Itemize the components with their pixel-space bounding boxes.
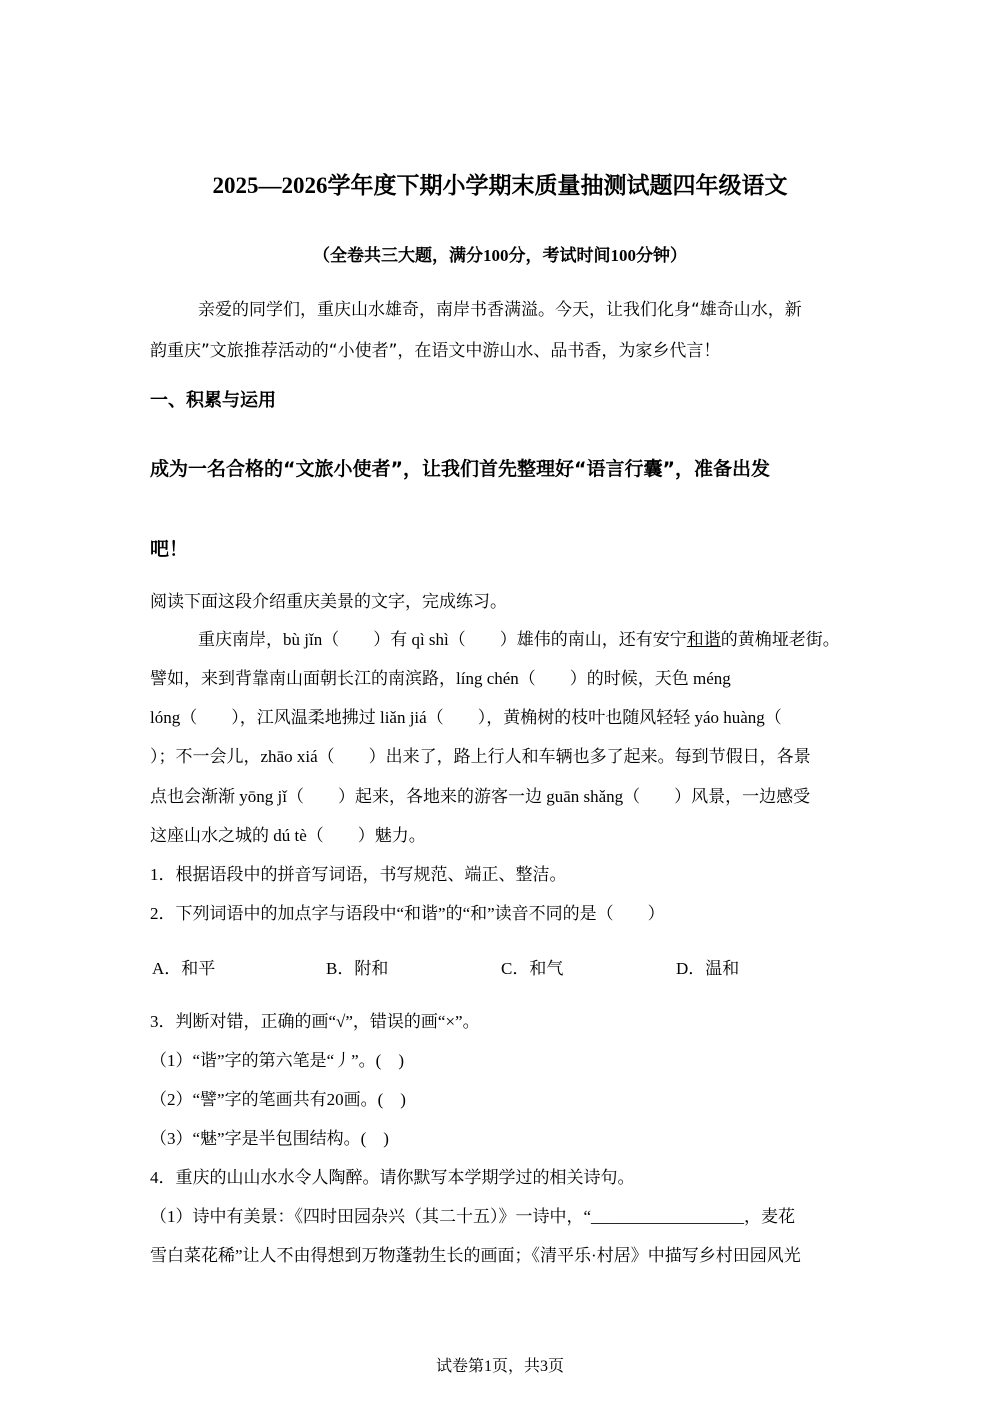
exam-subtitle: （全卷共三大题，满分100分，考试时间100分钟） (313, 246, 687, 265)
option-d[interactable] (676, 958, 739, 980)
page-footer: 试卷第1页，共3页 (435, 1358, 564, 1375)
passage-line-2: 譬如，来到背靠南山面朝长江的南滨路，líng chén（ ）的时候，天色 méng (150, 669, 731, 688)
question-4-stem: 4．重庆的山山水水令人陶醉。请你默写本学期学过的相关诗句。 (150, 1168, 635, 1187)
option-c[interactable] (501, 958, 563, 980)
page-title: 2025—2026学年度下期小学期末质量抽测试题四年级语文 (212, 173, 788, 198)
passage-line-1-text-a: 重庆南岸，bù jǐn（ ）有 qì shì（ ）雄伟的南山，还有安宁 (198, 630, 687, 649)
option-a-text: 和平 (181, 959, 216, 978)
passage-line-3: lóng（ ），江风温柔地拂过 liǎn jiá（ ），黄桷树的枝叶也随风轻轻 yáo huàng（ (150, 708, 782, 727)
question-1: 1．根据语段中的拼音写词语，书写规范、端正、整洁。 (150, 865, 567, 884)
passage-line-5: 点也会渐渐 yōng jǐ（ ）起来，各地来的游客一边 guān shǎng（ ）风景，一边感受 (150, 787, 811, 806)
underlined-word: 和谐 (686, 630, 721, 649)
intro-line-2: 韵重庆”文旅推荐活动的“小使者”，在语文中游山水、品书香，为家乡代言！ (150, 341, 721, 361)
banner-line-1: 成为一名合格的“文旅小使者”，让我们首先整理好“语言行囊”，准备出发 (150, 458, 770, 480)
option-c-letter: C． (501, 959, 530, 978)
intro-line-1: 亲爱的同学们，重庆山水雄奇，南岸书香满溢。今天，让我们化身“雄奇山水，新 (198, 300, 802, 320)
passage-line-4: ）；不一会儿，zhāo xiá（ ）出来了，路上行人和车辆也多了起来。每到节假日，各景 (150, 747, 811, 766)
passage-line-6: 这座山水之城的 dú tè（ ）魅力。 (150, 826, 426, 845)
passage-line-1-text-b: 的黄桷垭老街。 (720, 630, 840, 649)
section-heading: 一、积累与运用 (150, 390, 276, 411)
question-4-line-2: 雪白菜花稀”让人不由得想到万物蓬勃生长的画面；《清平乐·村居》中描写乡村田园风光 (150, 1246, 801, 1265)
question-3-item-3: （3）“魅”字是半包围结构。( ) (150, 1129, 389, 1148)
reading-instruction: 阅读下面这段介绍重庆美景的文字，完成练习。 (150, 592, 507, 612)
option-d-letter: D． (676, 959, 706, 978)
option-b[interactable] (326, 958, 388, 980)
passage-line-1 (198, 629, 840, 651)
option-b-text: 附和 (354, 959, 389, 978)
option-c-text: 和气 (529, 959, 564, 978)
option-b-letter: B． (326, 959, 355, 978)
option-d-text: 温和 (705, 959, 740, 978)
option-a-letter: A． (152, 959, 182, 978)
banner-line-2: 吧！ (150, 538, 189, 560)
question-3-item-2: （2）“譬”字的笔画共有20画。( ) (150, 1090, 406, 1109)
question-3-item-1: （1）“谐”字的第六笔是“丿”。( ) (150, 1051, 405, 1070)
question-2-stem: 2．下列词语中的加点字与语段中“和谐”的“和”读音不同的是（ ） (150, 904, 665, 923)
question-3-stem: 3．判断对错，正确的画“√”，错误的画“×”。 (150, 1012, 480, 1031)
question-4-line-1: （1）诗中有美景：《四时田园杂兴（其二十五）》一诗中，“__________________，麦花 (150, 1207, 796, 1226)
option-a[interactable] (152, 958, 215, 980)
